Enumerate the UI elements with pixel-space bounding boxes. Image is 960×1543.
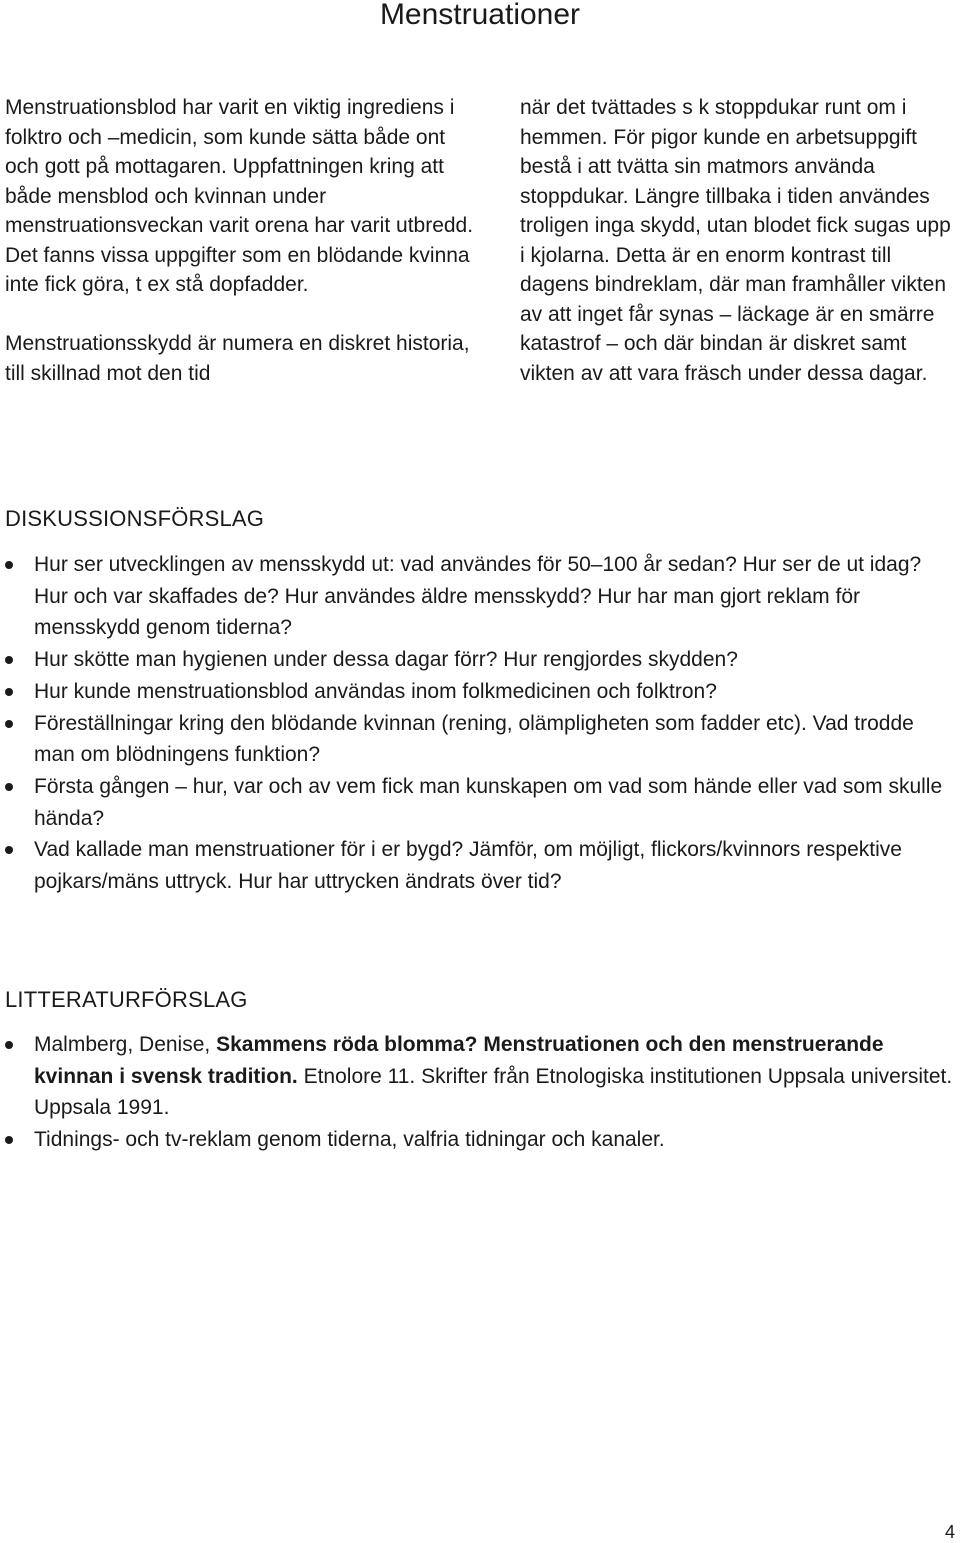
- literature-list: [5, 1029, 955, 1156]
- bullet-icon: [5, 561, 13, 569]
- reference-title: Skammens röda blomma? Menstruationen och den menstruerande kvinnan i svensk tradition.: [34, 1033, 884, 1088]
- list-item-text: Hur skötte man hygienen under dessa dagar förr? Hur rengjordes skydden?: [34, 648, 738, 672]
- bullet-icon: [5, 688, 13, 696]
- page-title: Menstruationer: [379, 0, 581, 31]
- intro-paragraph: Menstruationsskydd är numera en diskret historia, till skillnad mot den tid: [5, 332, 470, 385]
- page-number: 4: [944, 1522, 955, 1542]
- list-item-text: Hur ser utvecklingen av mensskydd ut: vad användes för 50–100 år sedan? Hur ser de ut idag? Hur och var skaffades de? Hur användes äldre mensskydd? Hur har man gjort reklam för mensskydd genom tiderna?: [34, 553, 922, 640]
- list-item: [5, 549, 955, 644]
- list-item: [5, 1124, 955, 1156]
- list-item: [5, 834, 955, 897]
- list-item-text: Vad kallade man menstruationer för i er bygd? Jämför, om möjligt, flickors/kvinnors respektive pojkars/mäns uttryck. Hur har uttrycken ändrats över tid?: [34, 838, 902, 894]
- reference-details: Etnolore 11. Skrifter från Etnologiska institutionen Uppsala universitet. Uppsala 1991.: [34, 1064, 953, 1120]
- bullet-icon: [5, 1041, 13, 1049]
- literature-heading: LITTERATURFÖRSLAG: [5, 987, 248, 1012]
- reference-author: Malmberg, Denise,: [34, 1033, 217, 1056]
- discussion-list: [5, 549, 955, 898]
- intro-paragraph: när det tvättades s k stoppdukar runt om i hemmen. För pigor kunde en arbetsuppgift bestå i att tvätta sin matmors använda stoppdukar. Längre tillbaka i tiden användes troligen inga skydd, utan blodet fick sugas upp i kjolarna. Detta är en enorm kontrast till dagens bindreklam, där man framhåller vikten av att inget får synas – läckage är en smärre katastrof – och där bindan är diskret samt vikten av att vara fräsch under dessa dagar.: [520, 96, 951, 385]
- list-item-text: Första gången – hur, var och av vem fick man kunskapen om vad som hände eller vad som skulle hända?: [34, 774, 943, 830]
- list-item: [5, 676, 955, 708]
- bullet-icon: [5, 720, 13, 728]
- intro-right-column: [520, 93, 960, 388]
- discussion-heading: DISKUSSIONSFÖRSLAG: [5, 506, 265, 531]
- intro-paragraph: Menstruationsblod har varit en viktig ingrediens i folktro och –medicin, som kunde sätta både ont och gott på mottagaren. Uppfattningen kring att både mensblod och kvinnan under menstruationsveckan varit orena har varit utbredd. Det fanns vissa uppgifter som en blödande kvinna inte fick göra, t ex stå dopfadder.: [5, 96, 474, 296]
- list-item-text: Hur kunde menstruationsblod användas inom folkmedicinen och folktron?: [34, 679, 717, 703]
- bullet-icon: [5, 656, 13, 664]
- list-item: [5, 708, 955, 771]
- list-item-text: Föreställningar kring den blödande kvinnan (rening, olämpligheten som fadder etc). Vad trodde man om blödningens funktion?: [34, 711, 914, 767]
- list-item: [5, 644, 955, 676]
- bullet-icon: [5, 846, 13, 854]
- list-item: [5, 771, 955, 834]
- list-item: [5, 1029, 955, 1124]
- bullet-icon: [5, 783, 13, 791]
- list-item-text: Tidnings- och tv-reklam genom tiderna, valfria tidningar och kanaler.: [34, 1128, 665, 1152]
- bullet-icon: [5, 1136, 13, 1144]
- intro-left-column: [5, 93, 475, 388]
